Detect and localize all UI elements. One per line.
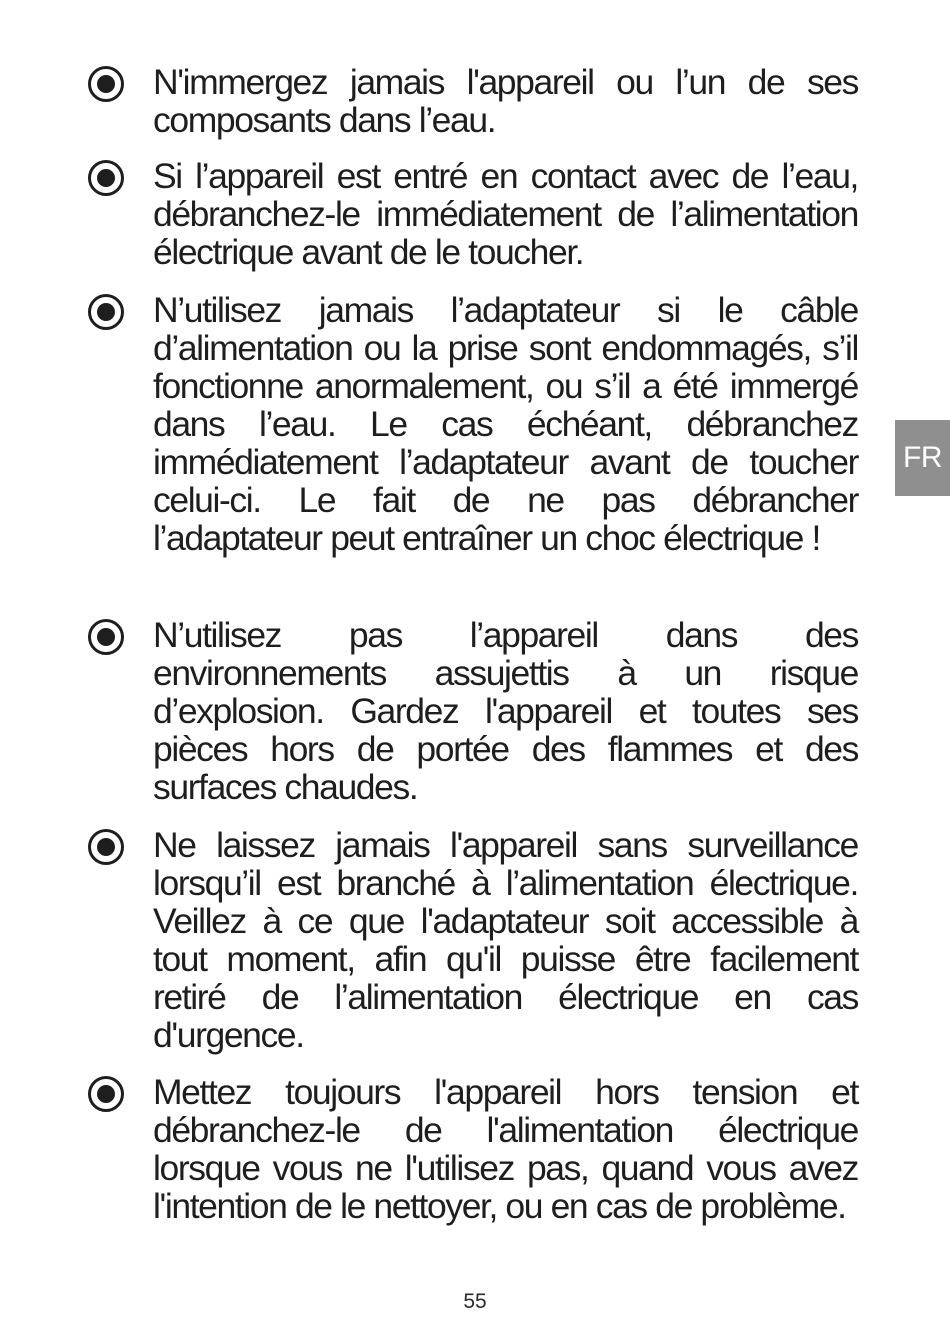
bullet-icon: [88, 294, 124, 330]
bullet-icon: [88, 619, 124, 655]
bullet-icon: [88, 160, 124, 196]
instruction-text: N'immergez jamais l'appareil ou l’un de ses composants dans l’eau.: [153, 62, 858, 140]
bullet-icon: [88, 66, 124, 102]
instruction-text: N’utilisez pas l’appareil dans des environnements assujettis à un risque d’explosion. Gardez l'appareil et toutes ses pièces hors de portée des flammes et des surfaces chaudes.: [153, 615, 858, 807]
instruction-text: Mettez toujours l'appareil hors tension et débranchez-le de l'alimentation électrique lorsque vous ne l'utilisez pas, quand vous avez l'intention de le nettoyer, ou en cas de problème.: [153, 1072, 858, 1226]
instruction-text: Ne laissez jamais l'appareil sans surveillance lorsqu’il est branché à l’alimentation électrique. Veillez à ce que l'adaptateur soit accessible à tout moment, afin qu'il puisse être facilement retiré de l’alimentation électrique en cas d'urgence.: [153, 825, 858, 1055]
instruction-text: N’utilisez jamais l’adaptateur si le câble d’alimentation ou la prise sont endommagés, s’il fonctionne anormalement, ou s’il a été immergé dans l’eau. Le cas échéant, débranchez immédiatement l’adaptateur avant de toucher celui-ci. Le fait de ne pas débrancher l’adaptateur peut entraîner un choc électrique !: [153, 290, 858, 558]
instruction-text: Si l’appareil est entré en contact avec de l’eau, débranchez-le immédiatement de l’alimentation électrique avant de le toucher.: [153, 156, 858, 272]
bullet-icon: [88, 829, 124, 865]
page-number: 55: [463, 1290, 487, 1313]
language-tab: FR: [895, 420, 950, 496]
bullet-icon: [88, 1076, 124, 1112]
